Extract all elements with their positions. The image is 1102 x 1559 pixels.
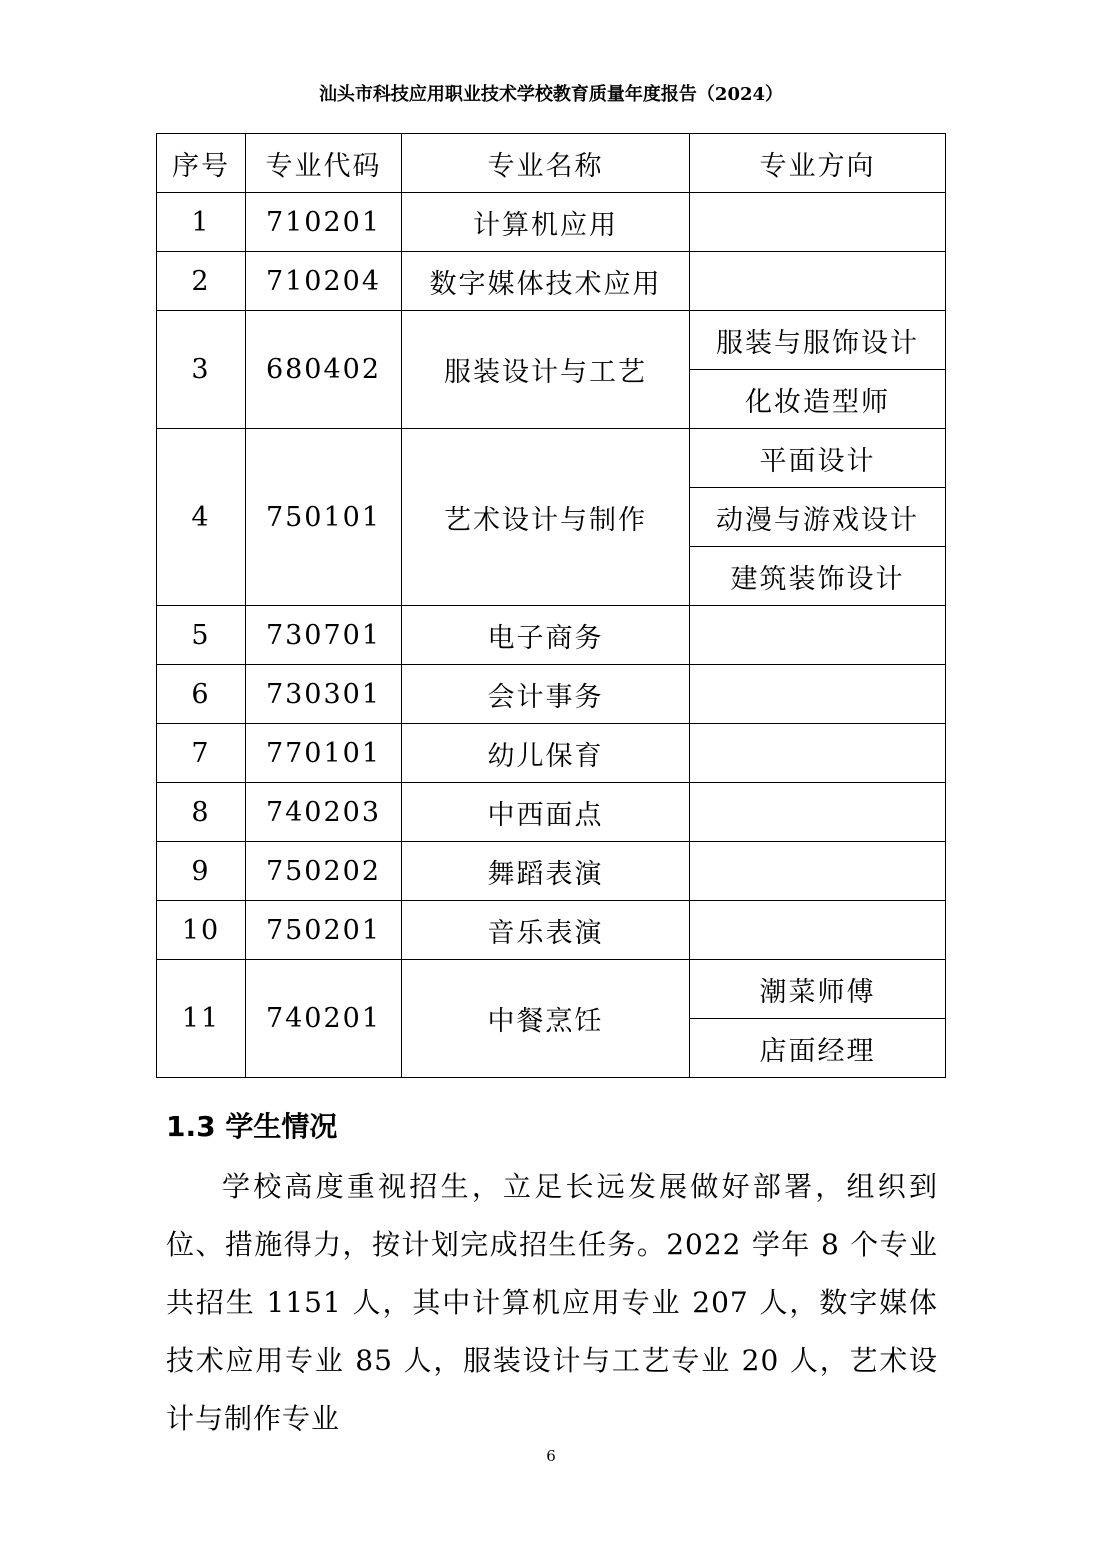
section-paragraph: 学校高度重视招生，立足长远发展做好部署，组织到位、措施得力，按计划完成招生任务。2022 学年 8 个专业共招生 1151 人，其中计算机应用专业 207 人，数字媒体技术应用专业 85 人，服装设计与工艺专业 20 人，艺术设计与制作专业 xyxy=(166,1170,938,1435)
cell-code: 770101 xyxy=(246,724,402,783)
majors-table xyxy=(156,133,946,1078)
cell-name: 会计事务 xyxy=(402,665,690,724)
cell-direction: 建筑装饰设计 xyxy=(690,547,946,606)
cell-code: 750202 xyxy=(246,842,402,901)
cell-no: 9 xyxy=(157,842,246,901)
cell-no: 7 xyxy=(157,724,246,783)
header-direction: 专业方向 xyxy=(690,134,946,193)
cell-no: 3 xyxy=(157,311,246,429)
table-header-row xyxy=(157,134,946,193)
cell-direction: 动漫与游戏设计 xyxy=(690,488,946,547)
cell-name: 音乐表演 xyxy=(402,901,690,960)
cell-direction xyxy=(690,901,946,960)
cell-direction xyxy=(690,842,946,901)
header-name: 专业名称 xyxy=(402,134,690,193)
cell-direction xyxy=(690,783,946,842)
cell-direction: 店面经理 xyxy=(690,1019,946,1078)
cell-direction: 服装与服饰设计 xyxy=(690,311,946,370)
cell-name: 服装设计与工艺 xyxy=(402,311,690,429)
table-row xyxy=(157,960,946,1019)
page-number: 6 xyxy=(546,1447,556,1465)
table-row xyxy=(157,193,946,252)
table-row xyxy=(157,724,946,783)
cell-no: 4 xyxy=(157,429,246,606)
cell-code: 710204 xyxy=(246,252,402,311)
cell-code: 750201 xyxy=(246,901,402,960)
cell-no: 11 xyxy=(157,960,246,1078)
cell-name: 舞蹈表演 xyxy=(402,842,690,901)
cell-name: 艺术设计与制作 xyxy=(402,429,690,606)
cell-code: 740201 xyxy=(246,960,402,1078)
cell-direction: 化妆造型师 xyxy=(690,370,946,429)
cell-name: 中西面点 xyxy=(402,783,690,842)
table-row xyxy=(157,842,946,901)
cell-name: 电子商务 xyxy=(402,606,690,665)
header-no: 序号 xyxy=(157,134,246,193)
cell-name: 计算机应用 xyxy=(402,193,690,252)
cell-code: 730301 xyxy=(246,665,402,724)
cell-no: 5 xyxy=(157,606,246,665)
table-row xyxy=(157,252,946,311)
cell-no: 10 xyxy=(157,901,246,960)
cell-no: 8 xyxy=(157,783,246,842)
cell-code: 710201 xyxy=(246,193,402,252)
cell-direction xyxy=(690,606,946,665)
table-row xyxy=(157,783,946,842)
table-row xyxy=(157,429,946,488)
cell-direction xyxy=(690,252,946,311)
cell-code: 750101 xyxy=(246,429,402,606)
cell-direction: 潮菜师傅 xyxy=(690,960,946,1019)
cell-direction xyxy=(690,724,946,783)
header-code: 专业代码 xyxy=(246,134,402,193)
cell-code: 740203 xyxy=(246,783,402,842)
cell-no: 6 xyxy=(157,665,246,724)
table-row xyxy=(157,311,946,370)
section-title: 1.3 学生情况 xyxy=(166,1110,338,1143)
cell-direction xyxy=(690,193,946,252)
cell-code: 730701 xyxy=(246,606,402,665)
cell-no: 2 xyxy=(157,252,246,311)
cell-direction xyxy=(690,665,946,724)
report-header: 汕头市科技应用职业技术学校教育质量年度报告（2024） xyxy=(318,84,784,105)
cell-name: 幼儿保育 xyxy=(402,724,690,783)
majors-table-body xyxy=(157,193,946,1078)
table-row xyxy=(157,901,946,960)
cell-name: 中餐烹饪 xyxy=(402,960,690,1078)
cell-code: 680402 xyxy=(246,311,402,429)
cell-name: 数字媒体技术应用 xyxy=(402,252,690,311)
cell-direction: 平面设计 xyxy=(690,429,946,488)
table-row xyxy=(157,606,946,665)
cell-no: 1 xyxy=(157,193,246,252)
table-row xyxy=(157,665,946,724)
